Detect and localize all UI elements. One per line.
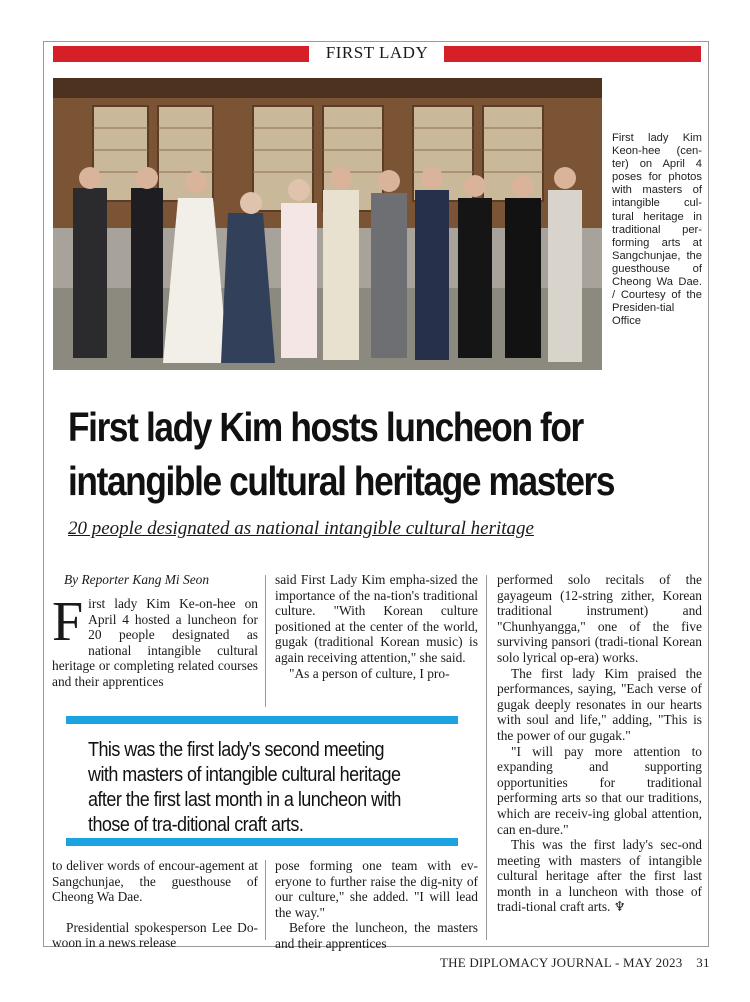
section-label: FIRST LADY bbox=[325, 43, 429, 62]
column-3-paragraph-4-text: This was the first lady's sec-ond meeting with masters of intangible cultural heritage after the first last month in a luncheon with those of tradi-tional craft arts. bbox=[497, 837, 702, 915]
column-3-paragraph-4 bbox=[497, 837, 702, 915]
pull-quote-rule-bottom bbox=[66, 838, 458, 846]
column-2-paragraph-1: said First Lady Kim empha-sized the importance of the na-tion's traditional culture. "With Korean culture positioned at the center of the world, gugak (traditional Korean music) is again receiving attention," she said. bbox=[275, 572, 478, 665]
section-bar-left bbox=[53, 46, 309, 62]
column-divider bbox=[265, 860, 266, 940]
pull-quote: This was the first lady's second meeting with masters of intangible cultural heritage after the first last month in a luncheon with those of tra-ditional craft arts. bbox=[88, 739, 401, 836]
column-1-top bbox=[52, 591, 258, 690]
subheadline: 20 people designated as national intangible cultural heritage bbox=[68, 518, 534, 539]
column-1-paragraph-2: to deliver words of encour-agement at Sangchunjae, the guesthouse of Cheong Wa Dae. bbox=[52, 858, 258, 905]
column-1-paragraph-3: Presidential spokesperson Lee Do-woon in a news release bbox=[52, 919, 258, 951]
column-1-bottom bbox=[52, 858, 258, 951]
column-2-bottom bbox=[275, 858, 478, 952]
column-3-paragraph-2: The first lady Kim praised the performances, saying, "Each verse of gugak deeply resonates in our hearts with soul and life," adding, "This is the power of our gugak." bbox=[497, 665, 702, 743]
feature-photo bbox=[53, 78, 602, 370]
column-3 bbox=[497, 572, 702, 915]
end-mark-icon: ♆ bbox=[613, 899, 626, 915]
page-footer: THE DIPLOMACY JOURNAL - MAY 2023 31 bbox=[440, 955, 710, 970]
byline: By Reporter Kang Mi Seon bbox=[64, 572, 210, 587]
drop-cap: F bbox=[52, 591, 84, 653]
column-3-paragraph-3: "I will pay more attention to expanding and supporting opportunities for traditional performing arts so that our traditions, which are receiv-ing global attention, can en-dure." bbox=[497, 743, 702, 837]
group-photo-illustration bbox=[53, 78, 602, 370]
photo-caption: First lady Kim Keon-hee (cen-ter) on April 4 poses for photos with masters of intangible cul-tural heritage in traditional per-forming arts at Sangchunjae, the guesthouse of Cheong Wa Dae. / Courtesy of the Presiden-tial Office bbox=[612, 132, 702, 328]
column-divider bbox=[486, 575, 487, 940]
headline-line-2: intangible cultural heritage masters bbox=[68, 458, 615, 504]
column-2-paragraph-4: Before the luncheon, the masters and their apprentices bbox=[275, 920, 478, 951]
column-2-paragraph-2: "As a person of culture, I pro- bbox=[289, 665, 450, 681]
headline bbox=[68, 400, 618, 508]
section-bar-right bbox=[444, 46, 701, 62]
column-2-paragraph-3: pose forming one team with ev-eryone to further raise the dig-nity of our culture," she added. "I will lead the way." bbox=[275, 858, 478, 920]
column-3-paragraph-1: performed solo recitals of the gayageum (12-string zither, Korean traditional instrument) and "Chunhyangga," one of the five surviving pansori (tradi-tional Korean solo lyrical op-era) works. bbox=[497, 572, 702, 665]
pull-quote-rule-top bbox=[66, 716, 458, 724]
column-2-top bbox=[275, 572, 478, 681]
column-1-paragraph-1: irst lady Kim Ke-on-hee on April 4 hosted a luncheon for 20 people designated as national intangible cultural heritage or completing related courses and their apprentices bbox=[52, 596, 258, 689]
headline-line-1: First lady Kim hosts luncheon for bbox=[68, 404, 583, 450]
column-divider bbox=[265, 575, 266, 707]
